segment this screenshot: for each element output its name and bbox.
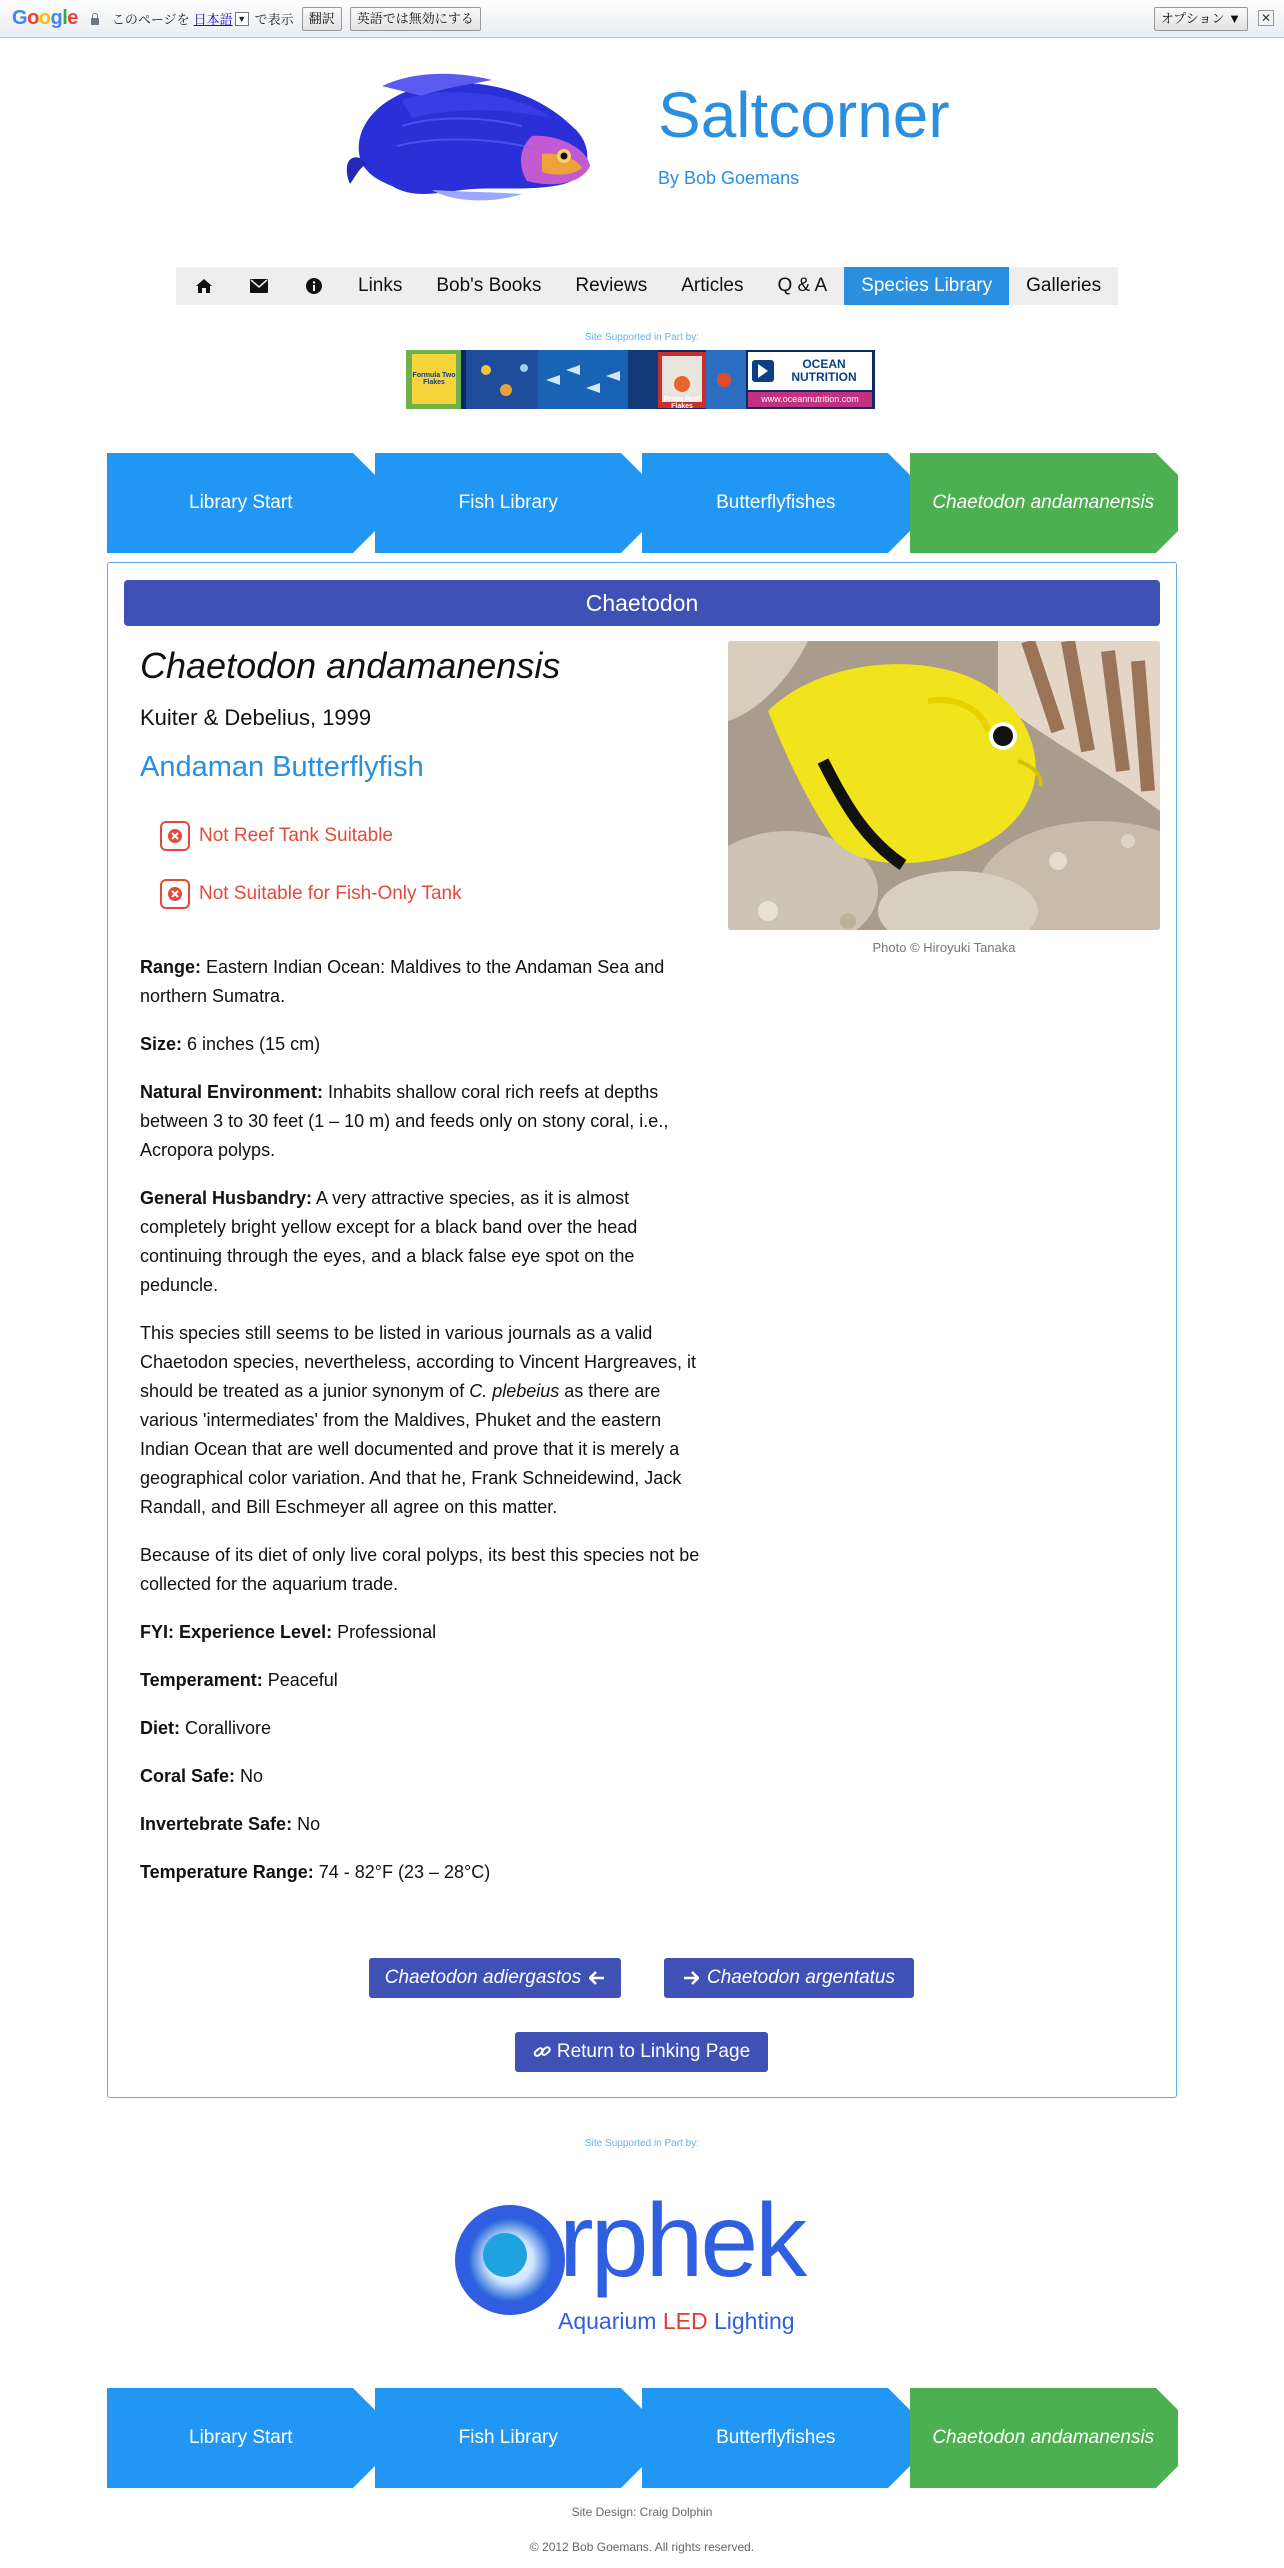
banner-product-1: Formula Two Flakes: [412, 372, 456, 386]
husbandry-paragraph: General Husbandry: A very attractive species, as it is almost completely bright yellow except for a black band over the head continuing through the eyes, and a black false eye spot on the peduncle.: [140, 1188, 638, 1295]
nav-articles[interactable]: Articles: [681, 275, 744, 296]
google-logo: Google: [12, 7, 78, 29]
link-icon: [533, 2044, 551, 2060]
home-icon: [195, 278, 213, 294]
common-name: Andaman Butterflyfish: [140, 751, 424, 783]
fish-logo-image[interactable]: [342, 66, 612, 206]
species-author: Kuiter & Debelius, 1999: [140, 705, 372, 730]
warning-fish-only: Not Suitable for Fish-Only Tank: [160, 879, 462, 909]
site-title[interactable]: Saltcorner: [658, 79, 950, 151]
arrow-left-icon: [589, 1971, 605, 1985]
copyright: © 2012 Bob Goemans. All rights reserved.: [529, 2540, 755, 2554]
warning-reef-tank: Not Reef Tank Suitable: [160, 821, 393, 851]
nav-books[interactable]: Bob's Books: [436, 275, 542, 296]
return-button[interactable]: Return to Linking Page: [515, 2032, 768, 2072]
breadcrumb-fish-library[interactable]: Fish Library: [375, 453, 643, 553]
orphek-tagline: Aquarium LED Lighting: [558, 2308, 795, 2334]
lock-icon: [90, 13, 100, 25]
diet-paragraph: Diet: Corallivore: [140, 1718, 272, 1738]
orphek-logo[interactable]: [447, 2183, 837, 2340]
breadcrumb: [107, 453, 1177, 553]
sponsor-label-top: Site Supported in Part by:: [585, 332, 699, 343]
banner-brand: OCEAN NUTRITION: [791, 357, 857, 384]
main-nav: [176, 267, 1118, 305]
envelope-icon: [250, 279, 268, 293]
breadcrumb-fish-library[interactable]: Fish Library: [375, 2388, 643, 2488]
nav-qa[interactable]: Q & A: [777, 275, 828, 296]
nav-home[interactable]: [176, 267, 231, 305]
temperament-paragraph: Temperament: Peaceful: [140, 1670, 338, 1690]
synonym-paragraph: This species still seems to be listed in various journals as a valid Chaetodon species, nevertheless, according to Vincent Hargreaves, it should be treated as a junior synonym of C. plebeius as there are various 'intermediates' from the Maldives, Phuket and the eastern Indian Ocean that are well documented and prove that it is merely a geographical color variation. And that he, Frank Schneidewind, Jack Randall, and Bill Eschmeyer all agree on this matter.: [140, 1323, 696, 1517]
environment-paragraph: Natural Environment: Inhabits shallow coral rich reefs at depths between 3 to 30 feet (1 – 10 m) and feeds only on stony coral, i.e., Acropora polyps.: [140, 1082, 669, 1160]
arrow-right-icon: [683, 1971, 699, 1985]
disable-english-button[interactable]: 英語では無効にする: [350, 7, 481, 31]
nav-species-library[interactable]: Species Library: [844, 267, 1009, 305]
site-design-credit: Site Design: Craig Dolphin: [571, 2505, 713, 2519]
breadcrumb-library-start[interactable]: Library Start: [107, 453, 375, 553]
species-description: [140, 953, 705, 1906]
nav-contact[interactable]: [231, 267, 286, 305]
banner-product-2: Prime Reef Flakes: [663, 396, 701, 409]
byline: By Bob Goemans: [658, 168, 800, 188]
close-icon: [160, 879, 190, 909]
close-icon: [160, 821, 190, 851]
language-select[interactable]: 日本語: [193, 12, 233, 27]
breadcrumb-current-species[interactable]: Chaetodon andamanensis: [910, 2388, 1178, 2488]
sponsor-label-bottom: Site Supported in Part by:: [585, 2138, 699, 2149]
nav-info[interactable]: [286, 267, 341, 305]
translate-bar: [0, 0, 1284, 38]
info-icon: [306, 278, 322, 294]
species-card: [107, 562, 1177, 2098]
breadcrumb-butterflyfishes[interactable]: Butterflyfishes: [642, 453, 910, 553]
chevron-down-icon[interactable]: ▼: [235, 12, 249, 26]
options-button[interactable]: オプション ▼: [1154, 7, 1248, 31]
butterflyfish-image: [728, 641, 1160, 930]
next-species-button[interactable]: Chaetodon argentatus: [664, 1958, 914, 1998]
diet-note-paragraph: Because of its diet of only live coral polyps, its best this species not be collected for the aquarium trade.: [140, 1545, 700, 1594]
breadcrumb-library-start[interactable]: Library Start: [107, 2388, 375, 2488]
nav-galleries[interactable]: Galleries: [1026, 275, 1102, 296]
breadcrumb-current-species[interactable]: Chaetodon andamanensis: [910, 453, 1178, 553]
genus-header: Chaetodon: [124, 580, 1160, 626]
breadcrumb-bottom: [107, 2388, 1177, 2488]
range-paragraph: Range: Eastern Indian Ocean: Maldives to the Andaman Sea and northern Sumatra.: [140, 957, 665, 1006]
size-paragraph: Size: 6 inches (15 cm): [140, 1034, 321, 1054]
temperature-paragraph: Temperature Range: 74 - 82°F (23 – 28°C): [140, 1862, 491, 1882]
scientific-name: Chaetodon andamanensis: [140, 645, 561, 686]
prev-species-button[interactable]: Chaetodon adiergastos: [369, 1958, 621, 1998]
nav-links[interactable]: Links: [358, 275, 403, 296]
breadcrumb-butterflyfishes[interactable]: Butterflyfishes: [642, 2388, 910, 2488]
sponsor-banner[interactable]: [406, 350, 875, 409]
coral-safe-paragraph: Coral Safe: No: [140, 1766, 264, 1786]
translate-suffix: で表示: [254, 12, 294, 27]
invert-safe-paragraph: Invertebrate Safe: No: [140, 1814, 321, 1834]
banner-url: www.oceannutrition.com: [761, 394, 859, 404]
species-photo[interactable]: [728, 641, 1160, 930]
translate-button[interactable]: 翻訳: [302, 7, 342, 31]
nav-reviews[interactable]: Reviews: [575, 275, 648, 296]
photo-credit: Photo © Hiroyuki Tanaka: [872, 940, 1016, 955]
translate-prefix: このページを: [111, 12, 190, 27]
orphek-wordmark: rphek: [559, 2183, 805, 2299]
close-icon[interactable]: ✕: [1258, 10, 1274, 26]
experience-paragraph: FYI: Experience Level: Professional: [140, 1622, 437, 1642]
